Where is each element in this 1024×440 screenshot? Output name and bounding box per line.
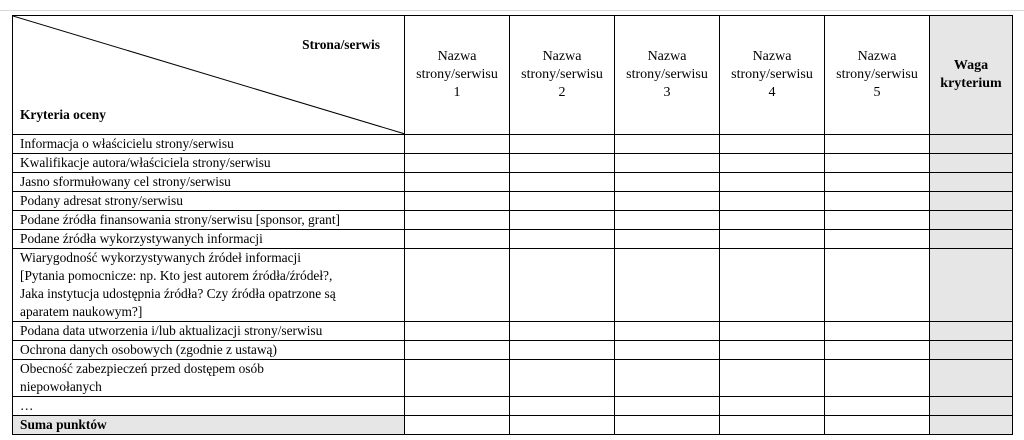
score-cell[interactable] xyxy=(825,360,930,397)
weight-cell[interactable] xyxy=(930,230,1013,249)
criterion-text: Podane źródła finansowania strony/serwisu [sponsor, grant] xyxy=(20,212,341,227)
table-row xyxy=(13,154,1013,173)
sum-weight-cell xyxy=(930,416,1013,435)
score-cell[interactable] xyxy=(405,397,510,416)
weight-cell[interactable] xyxy=(930,249,1013,322)
score-cell[interactable] xyxy=(615,249,720,322)
score-cell[interactable] xyxy=(615,173,720,192)
score-cell[interactable] xyxy=(510,249,615,322)
score-cell[interactable] xyxy=(825,322,930,341)
criterion-cell xyxy=(13,154,405,173)
score-cell[interactable] xyxy=(615,397,720,416)
corner-bottom-label: Kryteria oceny xyxy=(20,107,106,122)
score-cell[interactable] xyxy=(825,192,930,211)
score-cell[interactable] xyxy=(615,322,720,341)
criterion-text: Jaka instytucja udostępnia źródła? Czy źródła opatrzone są xyxy=(20,286,336,301)
score-cell[interactable] xyxy=(720,173,825,192)
score-cell[interactable] xyxy=(405,211,510,230)
criterion-text: Kwalifikacje autora/właściciela strony/serwisu xyxy=(20,155,271,170)
weight-cell[interactable] xyxy=(930,211,1013,230)
table-row xyxy=(13,397,1013,416)
score-cell[interactable] xyxy=(720,397,825,416)
criterion-text: Ochrona danych osobowych (zgodnie z ustawą) xyxy=(20,342,277,357)
score-cell[interactable] xyxy=(615,230,720,249)
table-row xyxy=(13,249,1013,322)
weight-cell[interactable] xyxy=(930,154,1013,173)
corner-header-cell xyxy=(13,16,405,135)
site-header-5: Nazwa strony/serwisu 5 xyxy=(825,16,930,135)
criterion-cell xyxy=(13,341,405,360)
weight-cell[interactable] xyxy=(930,341,1013,360)
score-cell[interactable] xyxy=(825,154,930,173)
score-cell[interactable] xyxy=(825,135,930,154)
table-row xyxy=(13,211,1013,230)
score-cell[interactable] xyxy=(720,230,825,249)
sum-score-cell[interactable] xyxy=(615,416,720,435)
site-header-4: Nazwa strony/serwisu 4 xyxy=(720,16,825,135)
score-cell[interactable] xyxy=(405,135,510,154)
table-row xyxy=(13,360,1013,397)
score-cell[interactable] xyxy=(510,397,615,416)
table-row xyxy=(13,230,1013,249)
weight-cell[interactable] xyxy=(930,360,1013,397)
criterion-text: niepowołanych xyxy=(20,379,102,394)
score-cell[interactable] xyxy=(510,341,615,360)
table-row xyxy=(13,192,1013,211)
score-cell[interactable] xyxy=(720,135,825,154)
weight-header: Waga kryterium xyxy=(930,16,1013,135)
score-cell[interactable] xyxy=(825,249,930,322)
score-cell[interactable] xyxy=(825,211,930,230)
table-row xyxy=(13,322,1013,341)
score-cell[interactable] xyxy=(510,322,615,341)
score-cell[interactable] xyxy=(615,192,720,211)
score-cell[interactable] xyxy=(405,322,510,341)
sum-score-cell[interactable] xyxy=(720,416,825,435)
score-cell[interactable] xyxy=(510,192,615,211)
score-cell[interactable] xyxy=(405,341,510,360)
table-row xyxy=(13,173,1013,192)
score-cell[interactable] xyxy=(720,249,825,322)
site-header-3: Nazwa strony/serwisu 3 xyxy=(615,16,720,135)
weight-cell[interactable] xyxy=(930,135,1013,154)
score-cell[interactable] xyxy=(615,341,720,360)
score-cell[interactable] xyxy=(510,360,615,397)
score-cell[interactable] xyxy=(720,341,825,360)
score-cell[interactable] xyxy=(615,154,720,173)
score-cell[interactable] xyxy=(825,341,930,360)
score-cell[interactable] xyxy=(720,322,825,341)
weight-cell[interactable] xyxy=(930,192,1013,211)
sum-label: Suma punktów xyxy=(13,416,405,435)
criterion-cell xyxy=(13,397,405,416)
sum-score-cell[interactable] xyxy=(405,416,510,435)
sum-row xyxy=(13,416,1013,435)
score-cell[interactable] xyxy=(615,211,720,230)
criterion-text: Podany adresat strony/serwisu xyxy=(20,193,183,208)
score-cell[interactable] xyxy=(825,397,930,416)
score-cell[interactable] xyxy=(405,173,510,192)
weight-cell[interactable] xyxy=(930,322,1013,341)
score-cell[interactable] xyxy=(825,173,930,192)
table-row xyxy=(13,135,1013,154)
criterion-text: Informacja o właścicielu strony/serwisu xyxy=(20,136,234,151)
criterion-cell xyxy=(13,173,405,192)
score-cell[interactable] xyxy=(720,360,825,397)
score-cell[interactable] xyxy=(510,211,615,230)
criterion-cell xyxy=(13,230,405,249)
score-cell[interactable] xyxy=(510,135,615,154)
criterion-text: aparatem naukowym?] xyxy=(20,304,143,319)
criterion-cell xyxy=(13,360,405,397)
criterion-text: Obecność zabezpieczeń przed dostępem osób xyxy=(20,361,264,376)
criterion-text: Wiarygodność wykorzystywanych źródeł informacji xyxy=(20,250,301,265)
criterion-cell xyxy=(13,192,405,211)
score-cell[interactable] xyxy=(405,154,510,173)
site-header-2: Nazwa strony/serwisu 2 xyxy=(510,16,615,135)
score-cell[interactable] xyxy=(720,154,825,173)
score-cell[interactable] xyxy=(405,249,510,322)
score-cell[interactable] xyxy=(510,154,615,173)
criterion-cell xyxy=(13,322,405,341)
score-cell[interactable] xyxy=(405,360,510,397)
score-cell[interactable] xyxy=(405,192,510,211)
table-row xyxy=(13,341,1013,360)
site-header-1: Nazwa strony/serwisu 1 xyxy=(405,16,510,135)
weight-cell[interactable] xyxy=(930,397,1013,416)
score-cell[interactable] xyxy=(615,135,720,154)
criterion-text: Podana data utworzenia i/lub aktualizacji strony/serwisu xyxy=(20,323,323,338)
top-divider xyxy=(0,10,1024,11)
sum-score-cell[interactable] xyxy=(510,416,615,435)
score-cell[interactable] xyxy=(405,230,510,249)
score-cell[interactable] xyxy=(825,230,930,249)
criterion-cell xyxy=(13,211,405,230)
criterion-cell xyxy=(13,249,405,322)
header-row xyxy=(13,16,1013,135)
weight-cell[interactable] xyxy=(930,173,1013,192)
criterion-text: [Pytania pomocnicze: np. Kto jest autorem źródła/źródeł?, xyxy=(20,268,333,283)
score-cell[interactable] xyxy=(615,360,720,397)
criterion-text: Jasno sformułowany cel strony/serwisu xyxy=(20,174,231,189)
score-cell[interactable] xyxy=(720,211,825,230)
sum-score-cell[interactable] xyxy=(825,416,930,435)
criterion-cell xyxy=(13,135,405,154)
evaluation-table xyxy=(12,15,1013,435)
criterion-text: … xyxy=(20,398,34,413)
corner-top-label: Strona/serwis xyxy=(302,37,380,52)
score-cell[interactable] xyxy=(720,192,825,211)
score-cell[interactable] xyxy=(510,230,615,249)
criterion-text: Podane źródła wykorzystywanych informacji xyxy=(20,231,263,246)
score-cell[interactable] xyxy=(510,173,615,192)
